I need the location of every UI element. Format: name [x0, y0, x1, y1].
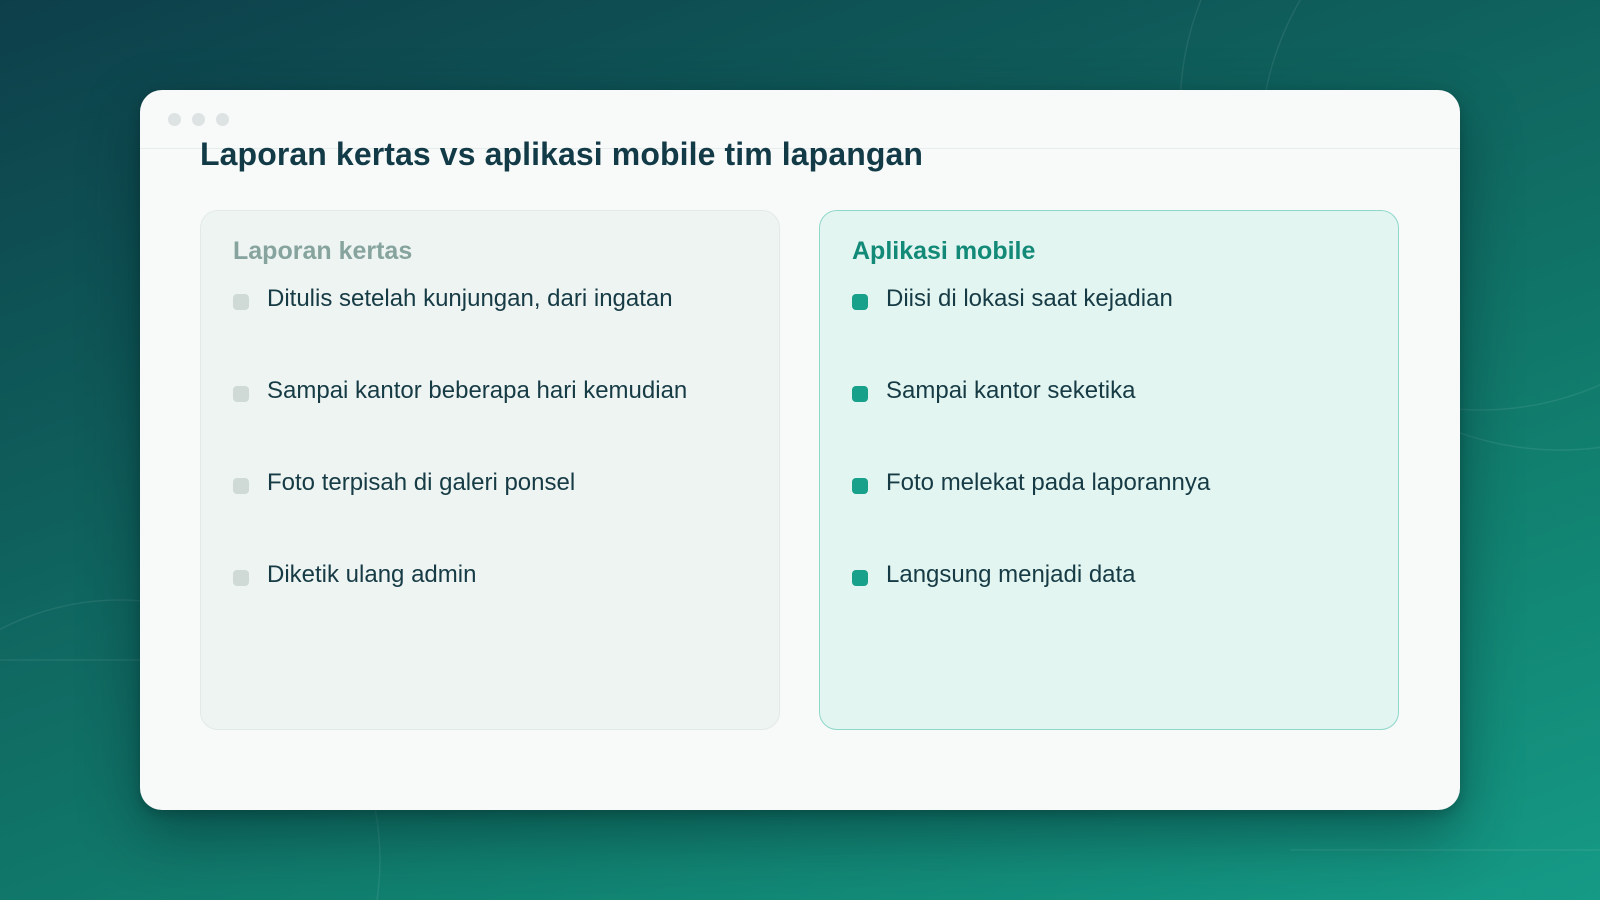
mobile-list-item	[852, 375, 1372, 415]
paper-list-item	[233, 467, 753, 507]
square-bullet-icon	[233, 294, 249, 310]
paper-list-item	[233, 283, 753, 323]
square-bullet-icon	[233, 386, 249, 402]
square-bullet-icon	[852, 386, 868, 402]
paper-item-text: Foto terpisah di galeri ponsel	[267, 469, 576, 496]
mobile-item-text: Diisi di lokasi saat kejadian	[886, 285, 1173, 312]
mobile-list-item	[852, 283, 1372, 323]
square-bullet-icon	[233, 570, 249, 586]
paper-item-text: Diketik ulang admin	[267, 561, 477, 588]
window-dot-icon	[216, 113, 229, 126]
square-bullet-icon	[852, 478, 868, 494]
page-title: Laporan kertas vs aplikasi mobile tim lapangan	[200, 136, 924, 172]
window-dot-icon	[168, 113, 181, 126]
paper-report-card	[200, 210, 780, 730]
mobile-list-item	[852, 467, 1372, 507]
mobile-card-heading: Aplikasi mobile	[852, 237, 1036, 265]
paper-list-item	[233, 559, 753, 599]
paper-item-text: Ditulis setelah kunjungan, dari ingatan	[267, 285, 673, 312]
square-bullet-icon	[852, 294, 868, 310]
slide-window	[140, 90, 1460, 810]
mobile-app-card	[819, 210, 1399, 730]
square-bullet-icon	[852, 570, 868, 586]
paper-list-item	[233, 375, 753, 415]
square-bullet-icon	[233, 478, 249, 494]
paper-item-text: Sampai kantor beberapa hari kemudian	[267, 377, 688, 404]
mobile-item-text: Langsung menjadi data	[886, 561, 1136, 588]
window-dot-icon	[192, 113, 205, 126]
mobile-item-text: Sampai kantor seketika	[886, 377, 1136, 404]
paper-card-heading: Laporan kertas	[233, 237, 413, 265]
mobile-item-text: Foto melekat pada laporannya	[886, 469, 1211, 496]
mobile-list-item	[852, 559, 1372, 599]
